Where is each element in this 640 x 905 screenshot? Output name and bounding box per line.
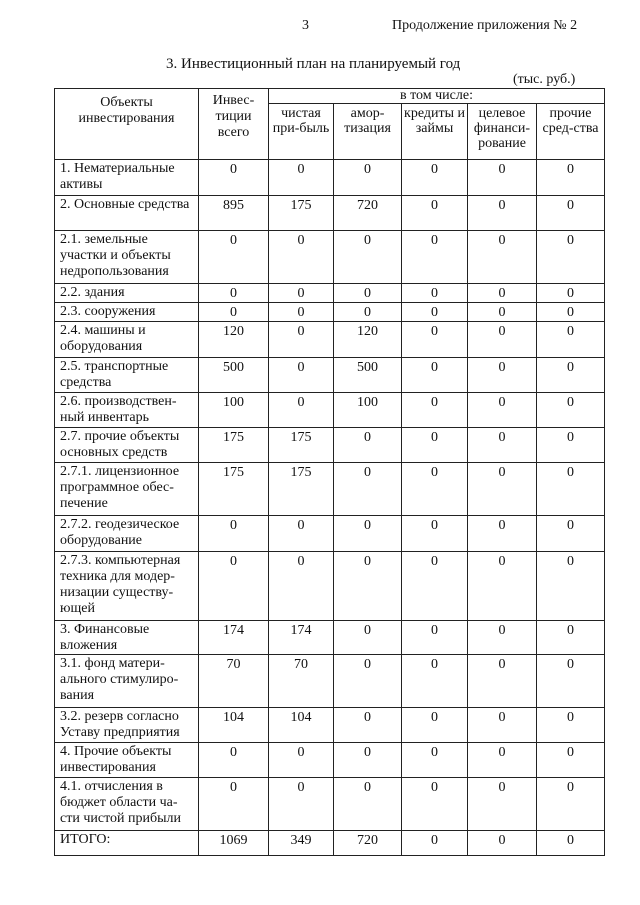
cell-credits: 0 [402,463,468,516]
cell-target-financing: 0 [468,358,537,393]
cell-other-funds: 0 [537,831,605,856]
table-row [55,196,605,231]
cell-other-funds: 0 [537,516,605,552]
row-name: 2. Основные средства [55,196,199,231]
cell-total: 0 [199,778,269,831]
cell-net-profit: 175 [269,196,334,231]
cell-amortization: 0 [334,231,402,284]
header-target-financing: целевое финанси-рование [468,104,537,160]
row-name: 2.7.3. компьютерная техника для модер-низации существу-ющей [55,552,199,621]
cell-total: 70 [199,655,269,708]
header-credits: кредиты и займы [402,104,468,160]
cell-net-profit: 175 [269,428,334,463]
table-row [55,655,605,708]
cell-credits: 0 [402,231,468,284]
cell-amortization: 0 [334,428,402,463]
cell-target-financing: 0 [468,428,537,463]
cell-total: 500 [199,358,269,393]
row-name: 3. Финансовые вложения [55,621,199,655]
cell-amortization: 0 [334,463,402,516]
row-name: 1. Нематериальные активы [55,160,199,196]
table-row [55,160,605,196]
table-row [55,778,605,831]
cell-net-profit: 70 [269,655,334,708]
cell-target-financing: 0 [468,196,537,231]
cell-credits: 0 [402,778,468,831]
cell-credits: 0 [402,428,468,463]
cell-amortization: 500 [334,358,402,393]
cell-credits: 0 [402,621,468,655]
cell-net-profit: 175 [269,463,334,516]
cell-amortization: 0 [334,708,402,743]
cell-total: 0 [199,743,269,778]
cell-amortization: 0 [334,284,402,303]
cell-target-financing: 0 [468,393,537,428]
cell-target-financing: 0 [468,516,537,552]
cell-other-funds: 0 [537,708,605,743]
header-including: в том числе: [269,89,605,104]
cell-net-profit: 0 [269,743,334,778]
cell-other-funds: 0 [537,655,605,708]
cell-amortization: 0 [334,303,402,322]
cell-credits: 0 [402,358,468,393]
cell-credits: 0 [402,160,468,196]
cell-other-funds: 0 [537,160,605,196]
cell-target-financing: 0 [468,778,537,831]
cell-target-financing: 0 [468,743,537,778]
table-row [55,708,605,743]
header-other-funds: прочие сред-ства [537,104,605,160]
cell-credits: 0 [402,831,468,856]
row-name: ИТОГО: [55,831,199,856]
cell-net-profit: 0 [269,358,334,393]
cell-net-profit: 104 [269,708,334,743]
cell-net-profit: 0 [269,322,334,358]
cell-credits: 0 [402,655,468,708]
cell-total: 120 [199,322,269,358]
row-name: 4.1. отчисления в бюджет области ча-сти чистой прибыли [55,778,199,831]
cell-total: 895 [199,196,269,231]
header-amortization: амор-тизация [334,104,402,160]
table-row [55,743,605,778]
cell-amortization: 100 [334,393,402,428]
cell-target-financing: 0 [468,160,537,196]
header-net-profit: чистая при-быль [269,104,334,160]
cell-amortization: 0 [334,655,402,708]
cell-target-financing: 0 [468,303,537,322]
document-title: 3. Инвестиционный план на планируемый год [166,56,461,72]
cell-credits: 0 [402,322,468,358]
cell-amortization: 0 [334,778,402,831]
page-number: 3 [302,18,309,33]
continuation-note: Продолжение приложения № 2 [392,18,578,33]
cell-amortization: 720 [334,831,402,856]
investment-plan-table [54,88,605,856]
cell-total: 100 [199,393,269,428]
cell-credits: 0 [402,196,468,231]
cell-target-financing: 0 [468,708,537,743]
cell-total: 175 [199,428,269,463]
cell-net-profit: 0 [269,231,334,284]
table-row [55,284,605,303]
cell-other-funds: 0 [537,303,605,322]
table-row [55,393,605,428]
cell-target-financing: 0 [468,831,537,856]
cell-target-financing: 0 [468,463,537,516]
cell-credits: 0 [402,516,468,552]
cell-total: 104 [199,708,269,743]
row-name: 3.1. фонд матери-ального стимулиро-вания [55,655,199,708]
cell-net-profit: 0 [269,303,334,322]
cell-net-profit: 0 [269,393,334,428]
row-name: 4. Прочие объекты инвестирования [55,743,199,778]
row-name: 2.2. здания [55,284,199,303]
cell-net-profit: 0 [269,552,334,621]
cell-other-funds: 0 [537,463,605,516]
cell-credits: 0 [402,393,468,428]
cell-credits: 0 [402,708,468,743]
row-name: 2.1. земельные участки и объекты недропользования [55,231,199,284]
cell-other-funds: 0 [537,778,605,831]
cell-total: 0 [199,303,269,322]
table-row [55,322,605,358]
table-row [55,552,605,621]
row-name: 2.7. прочие объекты основных средств [55,428,199,463]
cell-other-funds: 0 [537,428,605,463]
cell-target-financing: 0 [468,655,537,708]
cell-total: 0 [199,516,269,552]
cell-credits: 0 [402,552,468,621]
cell-amortization: 0 [334,743,402,778]
table-row [55,621,605,655]
cell-other-funds: 0 [537,322,605,358]
cell-net-profit: 0 [269,516,334,552]
cell-amortization: 0 [334,160,402,196]
cell-net-profit: 0 [269,284,334,303]
cell-other-funds: 0 [537,196,605,231]
cell-amortization: 0 [334,516,402,552]
cell-target-financing: 0 [468,552,537,621]
cell-total: 174 [199,621,269,655]
table-row [55,358,605,393]
cell-amortization: 0 [334,552,402,621]
cell-total: 0 [199,552,269,621]
row-name: 2.7.2. геодезическое оборудование [55,516,199,552]
row-name: 2.3. сооружения [55,303,199,322]
cell-total: 1069 [199,831,269,856]
cell-total: 175 [199,463,269,516]
header-objects: Объекты инвестирования [55,89,199,160]
cell-credits: 0 [402,743,468,778]
table-row [55,428,605,463]
cell-target-financing: 0 [468,322,537,358]
cell-other-funds: 0 [537,393,605,428]
row-name: 3.2. резерв согласно Уставу предприятия [55,708,199,743]
cell-total: 0 [199,231,269,284]
cell-credits: 0 [402,303,468,322]
header-total: Инвес-тиции всего [199,89,269,160]
units-label: (тыс. руб.) [513,72,576,87]
cell-credits: 0 [402,284,468,303]
cell-other-funds: 0 [537,743,605,778]
table-row [55,303,605,322]
cell-other-funds: 0 [537,231,605,284]
cell-other-funds: 0 [537,284,605,303]
cell-total: 0 [199,284,269,303]
table-row [55,831,605,856]
row-name: 2.7.1. лицензионное программное обес-печение [55,463,199,516]
cell-net-profit: 0 [269,160,334,196]
row-name: 2.5. транспортные средства [55,358,199,393]
cell-net-profit: 174 [269,621,334,655]
cell-other-funds: 0 [537,552,605,621]
table-row [55,516,605,552]
cell-target-financing: 0 [468,284,537,303]
table-row [55,463,605,516]
cell-amortization: 720 [334,196,402,231]
cell-net-profit: 0 [269,778,334,831]
cell-amortization: 0 [334,621,402,655]
cell-amortization: 120 [334,322,402,358]
cell-total: 0 [199,160,269,196]
row-name: 2.6. производствен-ный инвентарь [55,393,199,428]
row-name: 2.4. машины и оборудования [55,322,199,358]
table-row [55,231,605,284]
cell-net-profit: 349 [269,831,334,856]
cell-other-funds: 0 [537,621,605,655]
cell-target-financing: 0 [468,621,537,655]
cell-other-funds: 0 [537,358,605,393]
cell-target-financing: 0 [468,231,537,284]
